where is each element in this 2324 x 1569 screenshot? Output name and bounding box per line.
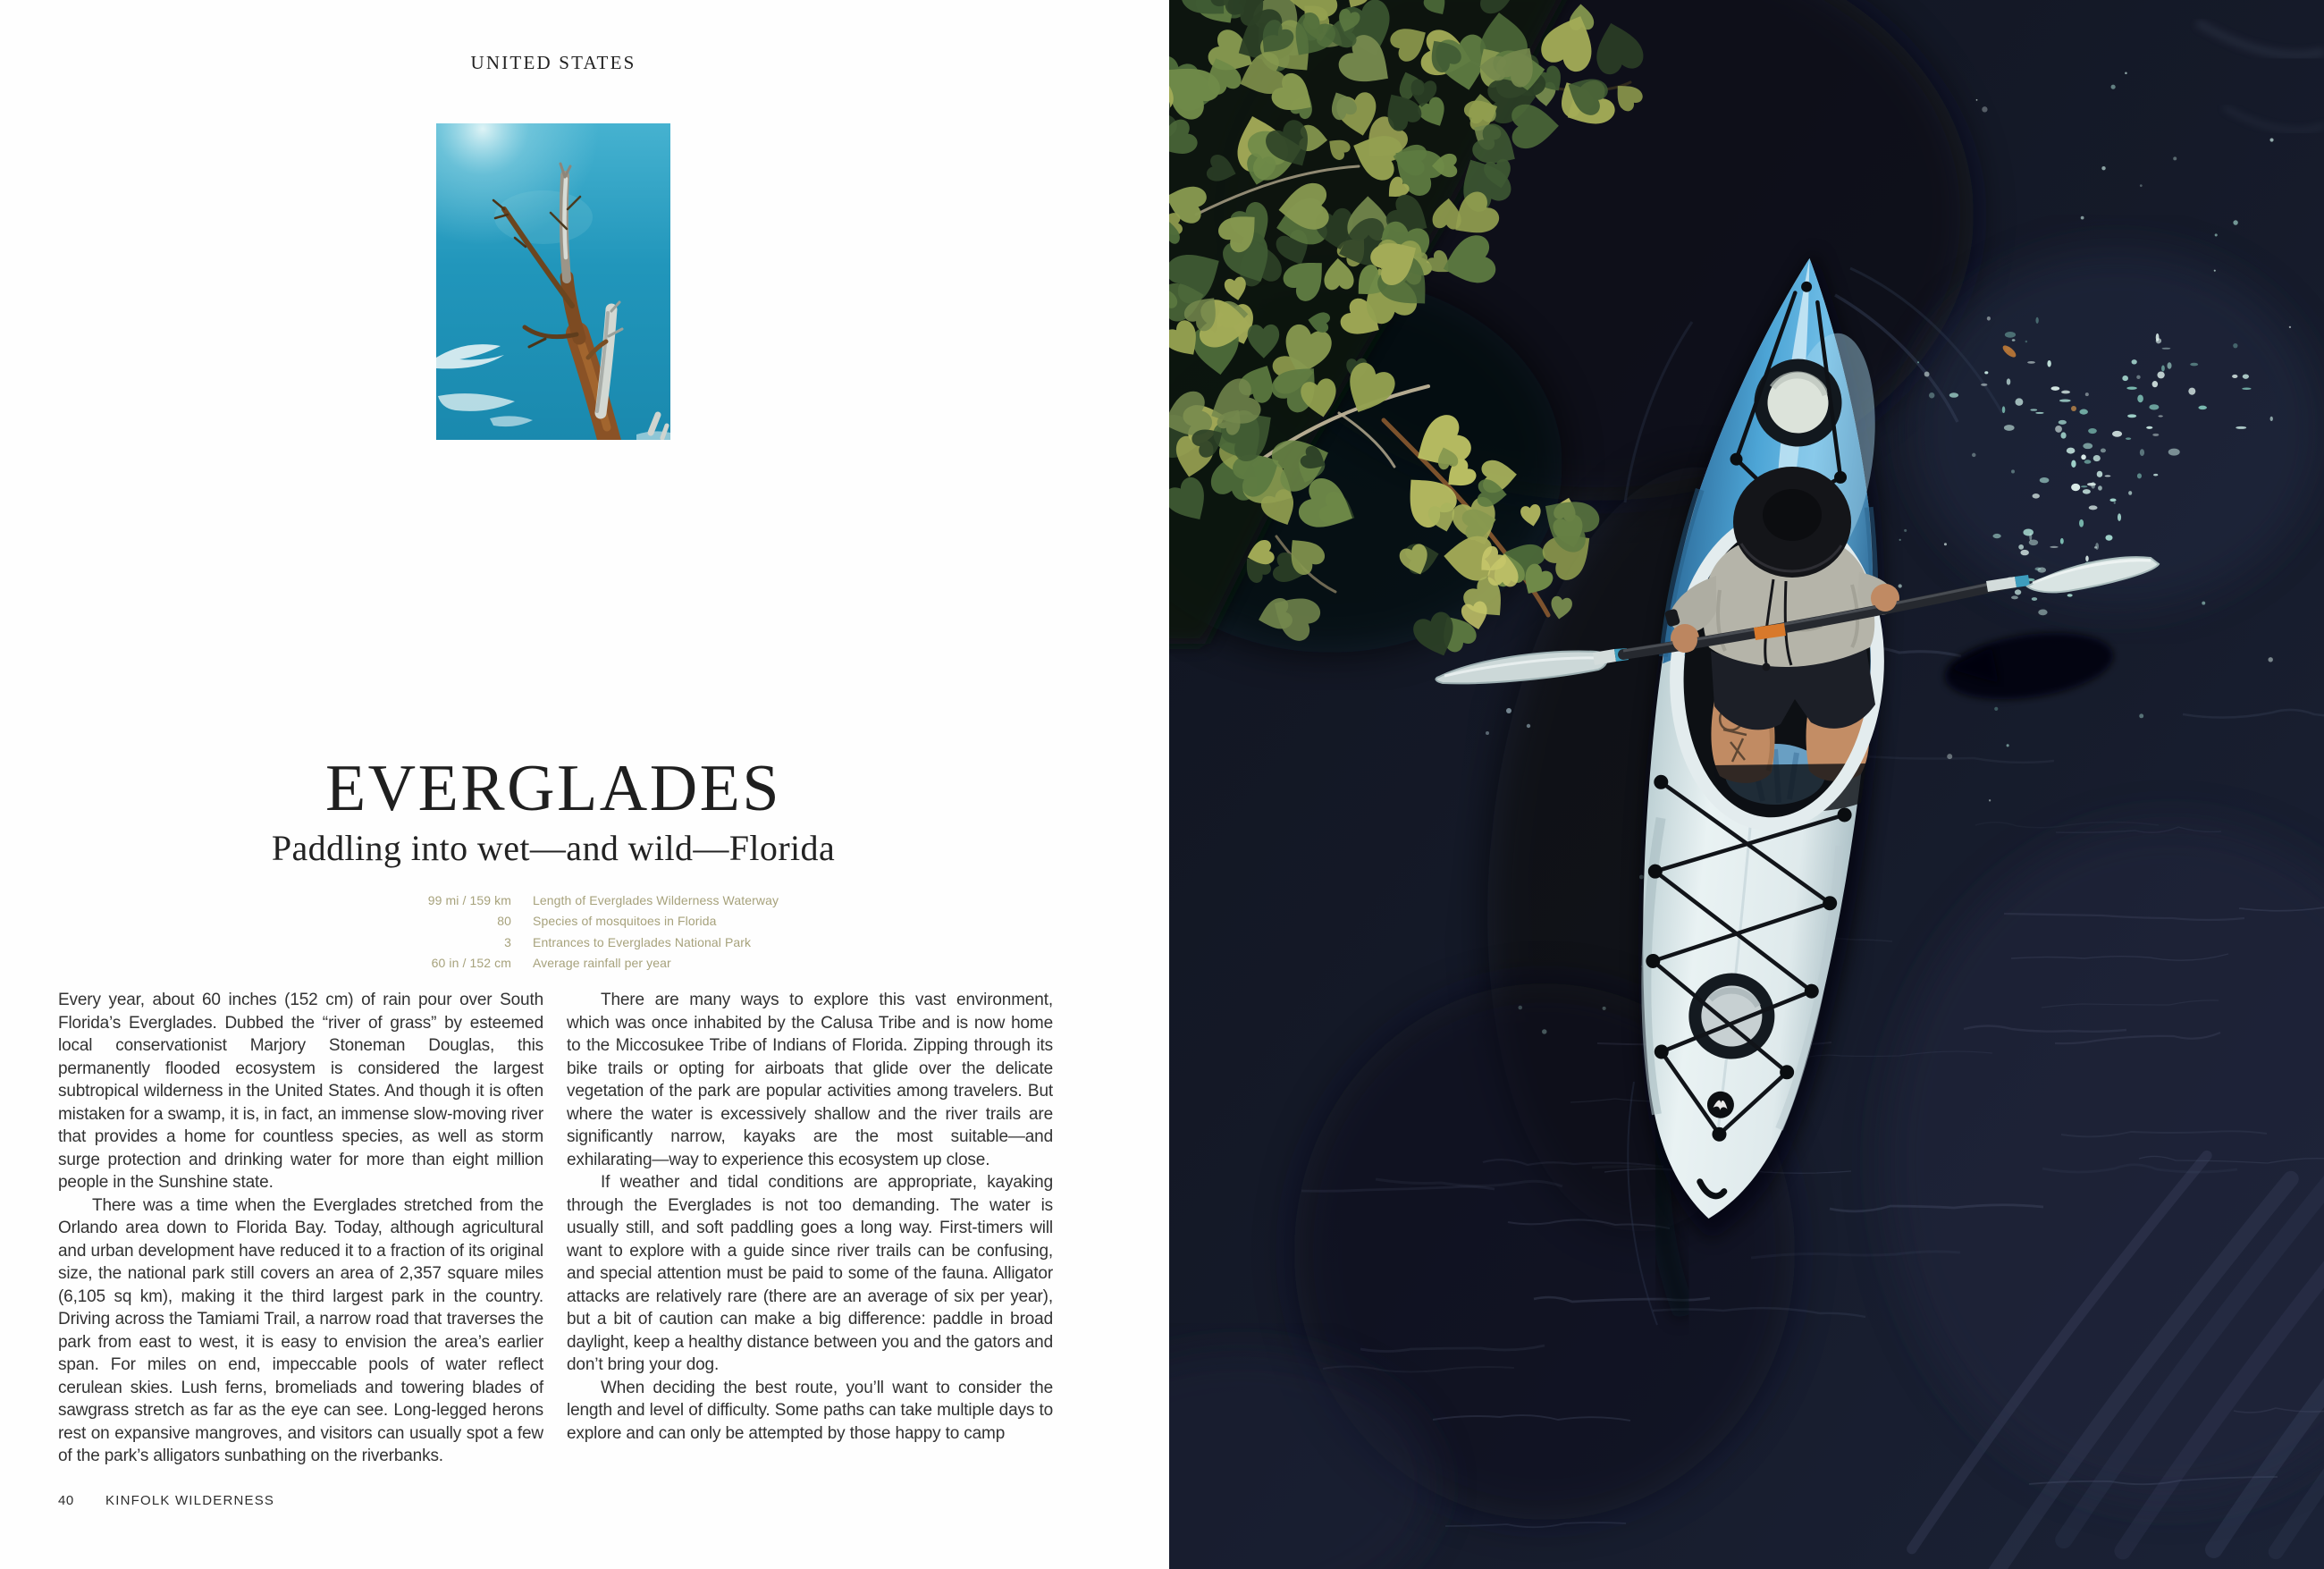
paragraph: Every year, about 60 inches (152 cm) of rain pour over South Florida’s Everglades. Dubbed the “river of grass” by esteemed local conservationist Marjory Stoneman Douglas, this permanently flooded ecosystem is considered the largest subtropical wilderness in the United States. And though it is often mistaken for a swamp, it is, in fact, an immense slow-moving river that provides a home for countless species, as well as storm surge protection and drinking water for more than eight million people in the Sunshine state. [58, 991, 543, 1192]
stat-value: 3 [504, 934, 511, 949]
stat-row [0, 932, 1169, 953]
tree-photo [436, 123, 670, 440]
stat-label: Entrances to Everglades National Park [533, 934, 752, 949]
paragraph: There are many ways to explore this vast environment, which was once inhabited by the Calusa Tribe and is now home to the Miccosukee Tribe of Indians of Florida. Zipping through its bike trails or opting for airboats that glide over the delicate vegetation of the park are popular activities among travelers. But where the water is excessively shallow and the river trails are significantly narrow, kayaks are the most suitable—and exhilarating—way to experience this ecosystem up close. [567, 991, 1053, 1169]
stat-label: Species of mosquitoes in Florida [533, 914, 717, 929]
stats-list [0, 890, 1169, 974]
page-number: 40 [58, 1493, 74, 1508]
body-column-right [567, 989, 1053, 1445]
tree-photo-art [436, 123, 670, 440]
stat-label: Average rainfall per year [533, 956, 671, 971]
floating-speck [2071, 406, 2076, 411]
paragraph: There was a time when the Everglades stretched from the Orlando area down to Florida Bay. Today, although agricultural and urban development have reduced it to a fraction of its original size, the national park still covers an area of 2,357 square miles (6,105 sq km), making it the third largest park in the country. Driving across the Tamiami Trail, a narrow road that traverses the park from east to west, it is easy to envision the area’s earlier span. For miles on end, impeccable pools of water reflect cerulean skies. Lush ferns, bromeliads and towering blades of sawgrass stretch as far as the eye can see. Long-legged herons rest on expansive mangroves, and visitors can usually spot a few of the park’s alligators sunbathing on the riverbanks. [58, 1195, 543, 1465]
body-column-left [58, 989, 543, 1468]
paragraph: When deciding the best route, you’ll want to consider the length and level of difficulty. Some paths can take multiple days to explore and can only be attempted by those happy to camp [567, 1378, 1053, 1443]
article-subtitle: Paddling into wet—and wild—Florida [271, 828, 836, 868]
stat-row [0, 890, 1169, 911]
kayak-photo-art [1169, 0, 2324, 1569]
stat-value: 60 in / 152 cm [431, 956, 511, 971]
stat-row [0, 953, 1169, 974]
section-kicker: UNITED STATES [470, 52, 636, 73]
stat-label: Length of Everglades Wilderness Waterway [533, 893, 779, 907]
stat-row [0, 911, 1169, 932]
hat-crown [1763, 489, 1822, 541]
book-title: KINFOLK WILDERNESS [105, 1493, 275, 1508]
right-page-photo [1169, 0, 2324, 1569]
stat-value: 99 mi / 159 km [427, 893, 511, 907]
article-title: EVERGLADES [324, 752, 782, 825]
stat-value: 80 [497, 914, 511, 929]
paragraph: If weather and tidal conditions are appropriate, kayaking through the Everglades is not too demanding. The water is usually still, and soft paddling goes a long way. First-timers will want to explore with a guide since river trails can be confusing, and special attention must be paid to some of the fauna. Alligator attacks are relatively rare (there are an average of six per year), but a bit of caution can make a big difference: paddle in broad daylight, keep a healthy distance between you and the gators and don’t bring your dog. [567, 1173, 1053, 1374]
